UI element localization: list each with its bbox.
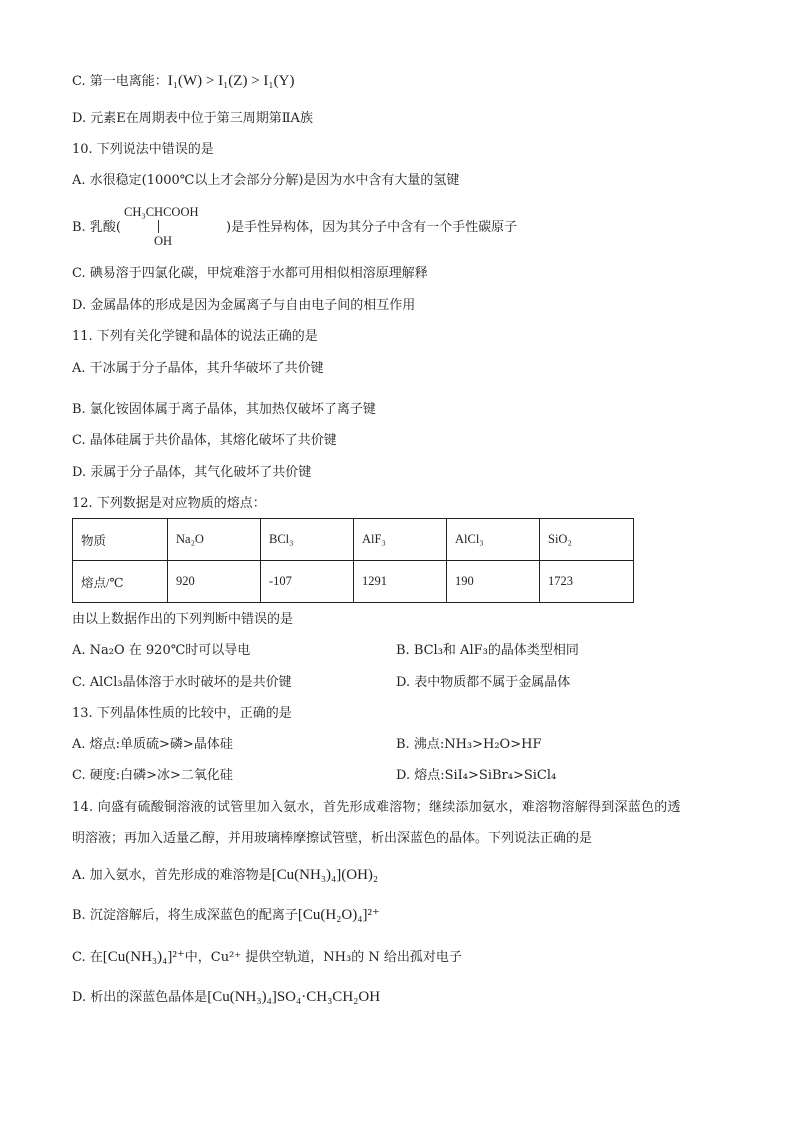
- q9-option-c: [72, 72, 294, 91]
- q14-stem-line-2: 明溶液；再加入适量乙醇，并用玻璃棒摩擦试管壁，析出深蓝色的晶体。下列说法正确的是: [72, 831, 593, 846]
- table-cell: AlF₃: [354, 519, 447, 561]
- q14-option-d: [72, 988, 380, 1007]
- q14-option-b-label: B. 沉淀溶解后，将生成深蓝色的配离子: [72, 908, 298, 923]
- q11-stem: 11. 下列有关化学键和晶体的说法正确的是: [72, 329, 318, 344]
- q14-option-a: [72, 866, 378, 885]
- q13-option-a: A. 熔点:单质硫>磷>晶体硅: [72, 737, 233, 752]
- q14-option-d-formula: [Cu(NH₃)₄]SO₄·CH₃CH₂OH: [207, 989, 381, 1005]
- table-cell: 920: [168, 561, 261, 603]
- q10-stem: 10. 下列说法中错误的是: [72, 142, 214, 157]
- lactic-acid-oh: OH: [154, 234, 173, 248]
- q9-option-c-label: C. 第一电离能：: [72, 74, 168, 89]
- lactic-acid-bond: [158, 220, 159, 233]
- table-cell: AlCl₃: [447, 519, 540, 561]
- q10-option-b-pre: B. 乳酸(: [72, 220, 121, 235]
- q14-option-c-post: 中，Cu²⁺ 提供空轨道，NH₃的 N 给出孤对电子: [184, 950, 462, 965]
- table-cell: SiO₂: [540, 519, 634, 561]
- q12-option-b: B. BCl₃和 AlF₃的晶体类型相同: [396, 643, 579, 658]
- q11-option-d: D. 汞属于分子晶体，其气化破坏了共价键: [72, 465, 312, 480]
- lactic-acid-structure: [124, 205, 228, 249]
- table-header-substance: 物质: [73, 519, 168, 561]
- table-cell: 1291: [354, 561, 447, 603]
- table-row: [73, 519, 634, 561]
- table-cell: 190: [447, 561, 540, 603]
- q12-option-d: D. 表中物质都不属于金属晶体: [396, 675, 571, 690]
- q14-option-d-label: D. 析出的深蓝色晶体是: [72, 990, 208, 1005]
- q11-option-b: B. 氯化铵固体属于离子晶体，其加热仅破坏了离子键: [72, 402, 376, 417]
- q14-option-a-formula: [Cu(NH₃)₄](OH)₂: [271, 867, 379, 883]
- melting-point-table: [72, 518, 634, 603]
- q12-option-c: C. AlCl₃晶体溶于水时破坏的是共价键: [72, 675, 292, 690]
- table-header-melting-point: 熔点/℃: [73, 561, 168, 603]
- table-cell: -107: [261, 561, 354, 603]
- q13-option-c: C. 硬度:白磷>冰>二氧化硅: [72, 768, 233, 783]
- q11-option-a: A. 干冰属于分子晶体，其升华破坏了共价键: [72, 361, 324, 376]
- q14-option-a-label: A. 加入氨水，首先形成的难溶物是: [72, 868, 272, 883]
- q12-note: 由以上数据作出的下列判断中错误的是: [72, 612, 294, 627]
- q14-option-c-formula: [Cu(NH₃)₄]²⁺: [102, 949, 185, 965]
- q14-option-c-label: C. 在: [72, 950, 103, 965]
- q12-option-a: A. Na₂O 在 920℃时可以导电: [72, 643, 251, 658]
- q11-option-c: C. 晶体硅属于共价晶体，其熔化破坏了共价键: [72, 433, 337, 448]
- q10-option-a: A. 水很稳定(1000℃以上才会部分分解)是因为水中含有大量的氢键: [72, 173, 460, 188]
- table-cell: BCl₃: [261, 519, 354, 561]
- q10-option-b-post: )是手性异构体，因为其分子中含有一个手性碳原子: [226, 220, 518, 235]
- q9-option-c-formula: I₁(W) > I₁(Z) > I₁(Y): [167, 73, 295, 89]
- q13-stem: 13. 下列晶体性质的比较中，正确的是: [72, 706, 292, 721]
- lactic-acid-main-chain: CH₃CHCOOH: [124, 205, 199, 219]
- q14-option-b-formula: [Cu(H₂O)₄]²⁺: [297, 907, 380, 923]
- table-row: [73, 561, 634, 603]
- q10-option-d: D. 金属晶体的形成是因为金属离子与自由电子间的相互作用: [72, 298, 416, 313]
- q14-stem-line-1: 14. 向盛有硫酸铜溶液的试管里加入氨水，首先形成难溶物；继续添加氨水，难溶物溶解得到深蓝色的透: [72, 800, 681, 815]
- q13-option-d: D. 熔点:SiI₄>SiBr₄>SiCl₄: [396, 768, 557, 783]
- q14-option-c: [72, 948, 462, 967]
- q9-option-d: D. 元素E在周期表中位于第三周期第ⅡA族: [72, 111, 313, 126]
- table-cell: 1723: [540, 561, 634, 603]
- q14-option-b: [72, 906, 380, 925]
- q10-option-c: C. 碘易溶于四氯化碳，甲烷难溶于水都可用相似相溶原理解释: [72, 266, 428, 281]
- table-cell: Na₂O: [168, 519, 261, 561]
- q13-option-b: B. 沸点:NH₃>H₂O>HF: [396, 737, 542, 752]
- q12-stem: 12. 下列数据是对应物质的熔点：: [72, 496, 266, 511]
